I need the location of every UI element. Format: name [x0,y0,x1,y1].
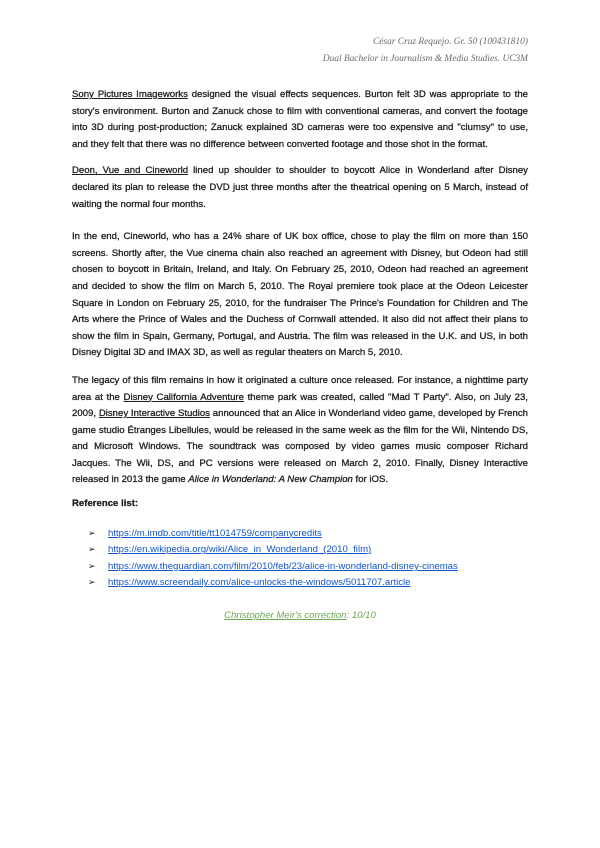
arrowhead-bullet-icon: ➢ [88,528,96,539]
reference-link-screendaily[interactable]: https://www.screendaily.com/alice-unlocks-the-windows/5011707.article [108,577,411,589]
list-item [72,526,528,543]
arrowhead-bullet-icon: ➢ [88,561,96,572]
paragraph-legacy [72,373,528,489]
reference-list [72,526,528,592]
paragraph-text: The legacy of this film remains in how it originated a culture once released. For instance, a nighttime party area at the [72,374,528,403]
arrowhead-bullet-icon: ➢ [88,578,96,589]
link-sony-pictures-imageworks[interactable]: Sony Pictures Imageworks [72,89,188,100]
link-deon-vue-cineworld[interactable]: Deon, Vue and Cineworld [72,165,189,177]
link-disney-interactive-studios[interactable]: Disney Interactive Studios [98,408,210,420]
list-item [72,542,528,559]
correction-score: : 10/10 [346,610,376,622]
paragraph-text: In the end, Cineworld, who has a 24% share of UK box office, chose to play the film on more than 150 screens. Shortly after, the Vue cinema chain also reached an agreement with Disney, but Odeon had still chosen to boycott in Britain, Ireland, and Italy. On February 25, 2010, Odeon had reached an agreement and decided to show the film on March 5, 2010. The Royal premiere took place at the Odeon Leicester Square in London on February 25, 2010, for the fundraiser The Prince's Foundation for Children and The Arts where the Prince of Wales and the Duchess of Cornwall attended. It also did not affect their plans to show the film in Spain, Germany, Portugal, and Austria. The film was released in the U.K. and US, in both Disney Digital 3D and IMAX 3D, as well as regular theaters on March 5, 2010. [72,231,528,359]
correction-note [72,608,528,625]
paragraph-release [72,229,528,362]
paragraph-text: lined up shoulder to shoulder to boycott Alice in Wonderland after Disney declared its plan to release the DVD just three months after the theatrical opening on 5 March, instead of waiting the normal four months. [72,165,528,210]
reference-link-wikipedia[interactable]: https://en.wikipedia.org/wiki/Alice_in_Wonderland_(2010_film) [108,544,372,556]
paragraph-visual-effects [72,87,528,153]
paragraph-text: announced that an Alice in Wonderland video game, developed by French game studio Étranges Libellules, would be released in the same week as the film for the Wii, Nintendo DS, and Microsoft Windows. The soundtrack was composed by video games music composer Richard Jacques. The Wii, DS, and PC versions were released on March 2, 2010. Finally, Disney Interactive released in 2013 the game [72,408,528,486]
game-title: Alice in Wonderland: A New Champion [188,474,353,486]
document-body [72,87,528,625]
page-header [323,34,528,67]
paragraph-text: for iOS. [352,474,389,486]
reference-link-guardian[interactable]: https://www.theguardian.com/film/2010/feb/23/alice-in-wonderland-disney-cinemas [108,560,458,572]
list-item [72,559,528,576]
reference-link-imdb[interactable]: https://m.imdb.com/title/tt1014759/companycredits [108,527,322,539]
author-line: César Cruz Requejo. Gr. 50 (100431810) [373,37,528,47]
arrowhead-bullet-icon: ➢ [88,545,96,556]
paragraph-boycott [72,163,528,213]
program-line: Dual Bachelor in Journalism & Media Studies. UC3M [322,53,528,64]
paragraph-text: designed the visual effects sequences. Burton felt 3D was appropriate to the story's environment. Burton and Zanuck chose to film with conventional cameras, and convert the footage into 3D during post-production; Zanuck explained 3D cameras were too expensive and "clumsy" to use, and they felt that there was no difference between converted footage and those shot in the format. [72,89,528,150]
list-item [72,575,528,592]
link-disney-california-adventure[interactable]: Disney California Adventure [123,391,244,403]
paragraph-text: theme park was created, called "Mad T Party". Also, on July 23, 2009, [72,391,528,420]
reference-list-heading: Reference list: [72,498,139,510]
correction-label[interactable]: Christopher Meir's correction [224,610,347,622]
